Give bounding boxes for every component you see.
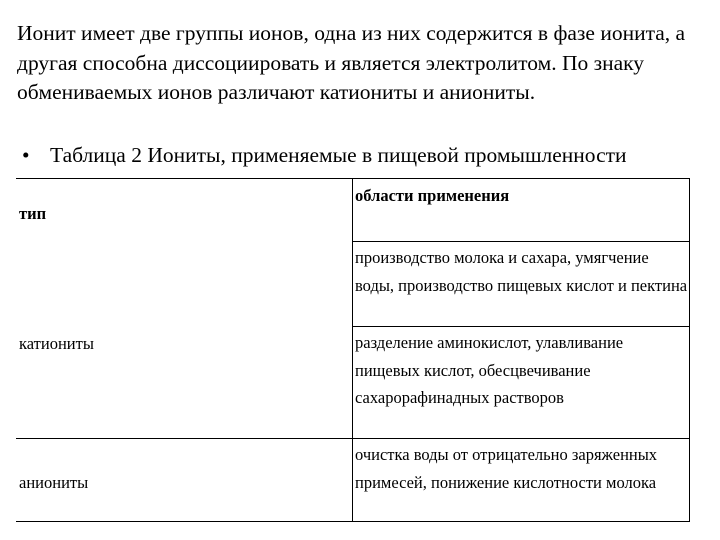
table-column-divider: [352, 178, 353, 522]
table-right-border: [689, 178, 690, 522]
table-cell-type-anionites: аниониты: [19, 473, 89, 492]
table-cell-uses-1: производство молока и сахара, умягчение воды, производство пищевых кислот и пектина: [355, 248, 688, 295]
table-cell-uses-2: разделение аминокислот, улавливание пищевых кислот, обесцвечивание сахарорафинадных растворов: [355, 333, 624, 407]
bullet-symbol: •: [22, 143, 30, 167]
table-top-border: [16, 178, 690, 179]
table-caption: [22, 141, 717, 170]
table-inner-divider: [352, 326, 689, 327]
table-header-divider: [352, 241, 689, 242]
table-bottom-border: [16, 521, 690, 522]
table-header-uses: области применения: [355, 186, 510, 205]
table-row-divider: [16, 438, 690, 439]
table-header-type: тип: [19, 204, 47, 223]
table-cell-uses-3: очистка воды от отрицательно заряженных примесей, понижение кислотности молока: [355, 445, 658, 492]
table-cell-type-cationites: катиониты: [19, 334, 94, 353]
table-caption-text: Таблица 2 Иониты, применяемые в пищевой промышленности: [50, 143, 627, 167]
intro-paragraph: Ионит имеет две группы ионов, одна из них содержится в фазе ионита, а другая способна диссоциировать и является электролитом. По знаку обмениваемых ионов различают катиониты и аниониты.: [17, 21, 686, 104]
